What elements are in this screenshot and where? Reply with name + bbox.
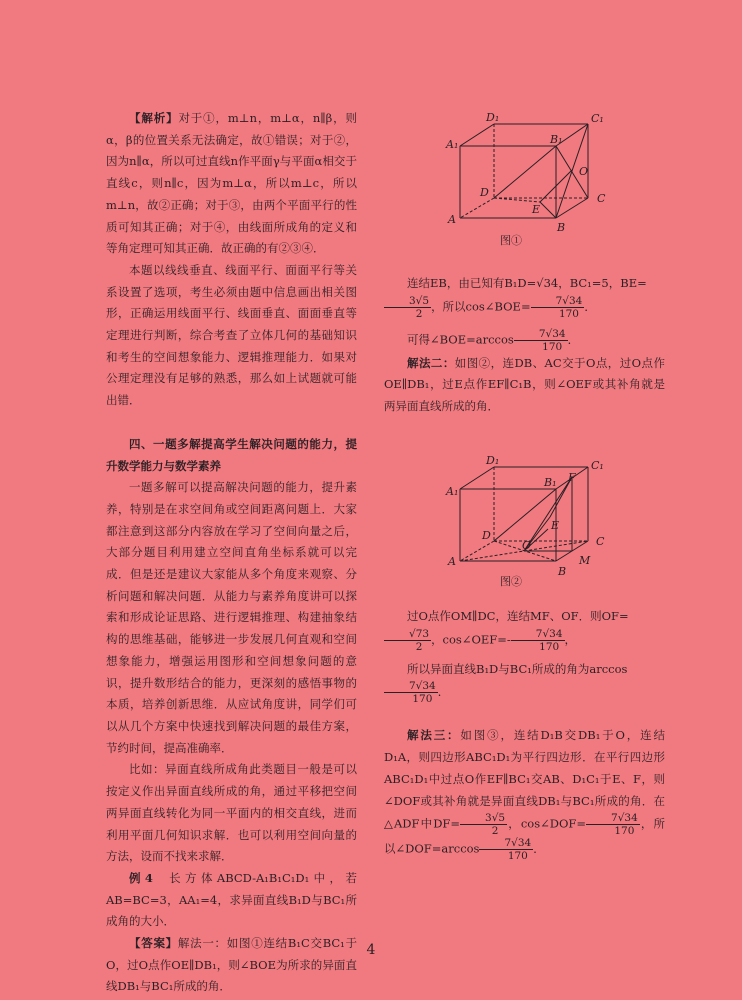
fig2-label-o: O [522,539,532,552]
frac-be-den: 2 [415,307,423,320]
method2-paragraph [384,353,665,418]
fig1-label-b: B [557,221,566,234]
frac-cos-dof [586,812,640,837]
frac-result2-den: 170 [412,693,433,706]
s2-text-a: 可得∠BOE=arccos [407,332,514,347]
frac-boe [514,328,568,353]
analysis-body: 对于①，m⊥n，m⊥α，n∥β，则α，β的位置关系无法确定，故①错误；对于②，因为n∥α，所以可过直线n作平面γ与平面α相交于直线c，则n∥c，因为m⊥α，所以m⊥c，所以m⊥n，故②正确；对于③，由两个平面平行的性质可知其正确；对于④，由线面所成角的定义和等角定理可知其正确．故正确的有②③④． [106,111,357,256]
frac-cos-dof-num: 7√34 [586,812,640,825]
frac-be [384,295,431,320]
fig2-label-d: D [482,529,491,542]
example-body: 长方体ABCD-A₁B₁C₁D₁中，若AB=BC=3，AA₁=4，求异面直线B₁D与BC₁所成角的大小． [106,870,357,929]
analysis-paragraph [106,108,357,260]
method3-body: 如图③，连结D₁B交DB₁于O，连结D₁A，则四边形ABC₁D₁为平行四边形．在平行四边形ABC₁D₁中过点O作EF∥BC₁交AB、D₁C₁于E、F，则∠DOF或其补角就是异面直线DB₁与BC₁所成的角．在△ADF中DF= [384,728,665,831]
fig2-label-e: E [551,519,560,532]
intro-paragraph: 一题多解可以提高解决问题的能力，提升素养，特别是在求空间角或空间距离问题上．大家都注意到这部分内容放在学习了空间向量之后，大部分题目利用建立空间直角坐标系就可以完成．但是还是建议大家能从多个角度来观察、分析问题和解决问题．从能力与素养角度讲可以探索和形成论证思路、进行逻辑推理、构建抽象结构的思维基础，能够进一步发展几何直观和空间想象能力，增强运用图形和空间想象问题的意识，提升数形结合的能力，更深刻的感悟事物的本质，培养创新思维．从应试角度讲，同学们可以从几个方案中快速找到解决问题的最佳方案，节约时间，提高准确率． [106,480,357,755]
frac-result2 [384,680,438,705]
method2-body: 如图②，连DB、AC交于O点，过O点作OE∥DB₁，过E点作EF∥C₁B，则∠OEF或其补角就是两异面直线所成的角． [384,355,665,414]
solution2-line [384,606,665,653]
frac-df [460,812,507,837]
fig1-label-e: E [532,203,541,216]
method-paragraph: 比如：异面直线所成角此类题目一般是可以按定义作出异面直线所成的角，通过平移把空间两异面直线转化为同一平面内的相交直线，进而利用平面几何知识求解．也可以利用空间向量的方法，设而不找来求解． [106,762,357,864]
frac-cos-boe [531,295,585,320]
m3-text-b: ，cos∠DOF= [507,816,587,831]
solution1-result [384,328,665,353]
s3-text-c: ， [564,632,577,647]
fig1-label-d: D [480,186,489,199]
commentary-paragraph: 本题以线线垂直、线面平行、面面平行等关系设置了选项，考生必须由题中信息画出相关图形，正确运用线面平行、线面垂直、面面垂直等定理进行判断，综合考查了立体几何的基础知识和考生的空间想象能力、逻辑推理能力．如果对公理定理没有足够的熟悉，那么如上试题就可能出错． [106,262,357,408]
fig1-label-a1: A₁ [446,138,459,151]
fig2-label-c: C [596,535,605,548]
solution1-line [384,273,665,320]
frac-of [384,628,431,653]
frac-cos-dof-den: 170 [614,825,635,838]
frac-df-num: 3√5 [460,812,507,825]
fig1-label-a: A [448,213,456,226]
fig2-label-b: B [558,565,567,578]
frac-cos-oef-num: 7√34 [511,628,565,641]
frac-of-num: √73 [384,628,431,641]
method2-tag: 解法二： [407,355,455,370]
frac-cos-oef [511,628,565,653]
frac-boe-num: 7√34 [514,328,568,341]
fig2-label-m: M [579,554,591,567]
section-heading: 四、一题多解提高学生解决问题的能力，提升数学能力与数学素养 [106,436,357,473]
fig1-label-b1: B₁ [550,133,563,146]
frac-be-num: 3√5 [384,295,431,308]
s3-text-b: ，cos∠OEF=- [431,632,511,647]
frac-cos-boe-den: 170 [558,307,579,320]
fig2-label-f: F [568,471,576,484]
s1-text-c: ． [584,299,596,314]
example-paragraph [106,868,357,933]
fig1-label-d1: D₁ [486,111,500,124]
frac-df-den: 2 [491,825,499,838]
fig1-label-c1: C₁ [591,112,604,125]
frac-dof [479,837,533,862]
frac-boe-den: 170 [542,340,563,353]
right-column-bottom [384,606,665,862]
m3-text-c: ，所以∠DOF=arccos [384,816,665,856]
fig2-label-a: A [448,555,456,568]
frac-cos-boe-num: 7√34 [531,295,585,308]
s1-text-b: ，所以cos∠BOE= [431,299,531,314]
fig2-caption: 图② [500,575,522,588]
answer-body: 解法一：如图①连结B₁C交BC₁于O，过O点作OE∥DB₁，则∠BOE为所求的异面直线DB₁与BC₁所成的角． [106,936,357,994]
frac-result2-num: 7√34 [384,680,438,693]
left-column [106,108,357,998]
fig1-label-o: O [579,165,589,178]
fig2-label-d1: D₁ [486,455,500,467]
right-column-top [384,273,665,418]
s3-text-a: 过O点作OM∥DC，连结MF、OF．则OF= [407,609,629,623]
figure-2 [440,455,620,590]
fig1-caption: 图① [500,234,522,247]
s1-text-a: 连结EB，由已知有B₁D=√34，BC₁=5，BE= [407,276,647,290]
figure-1 [440,110,620,250]
method3-tag: 解法三： [407,728,461,743]
analysis-tag: 【解析】 [129,111,179,125]
frac-dof-den: 170 [507,850,528,863]
fig2-label-b1: B₁ [544,476,557,489]
example-label: 例4 [129,870,153,885]
s4-text-a: 所以异面直线B₁D与BC₁所成的角为arccos [407,661,628,676]
fig2-label-c1: C₁ [591,459,604,472]
frac-cos-oef-den: 170 [539,640,560,653]
frac-of-den: 2 [415,640,423,653]
fig1-label-c: C [597,192,606,205]
method3-paragraph [384,725,665,862]
solution2-result [384,659,665,706]
m3-text-d: ． [533,841,545,856]
frac-dof-num: 7√34 [479,837,533,850]
answer-tag: 【答案】 [129,936,178,951]
page-number: 4 [366,942,376,958]
s2-text-b: ． [567,332,580,347]
fig2-label-a1: A₁ [446,485,459,498]
s4-text-b: ． [437,684,450,699]
